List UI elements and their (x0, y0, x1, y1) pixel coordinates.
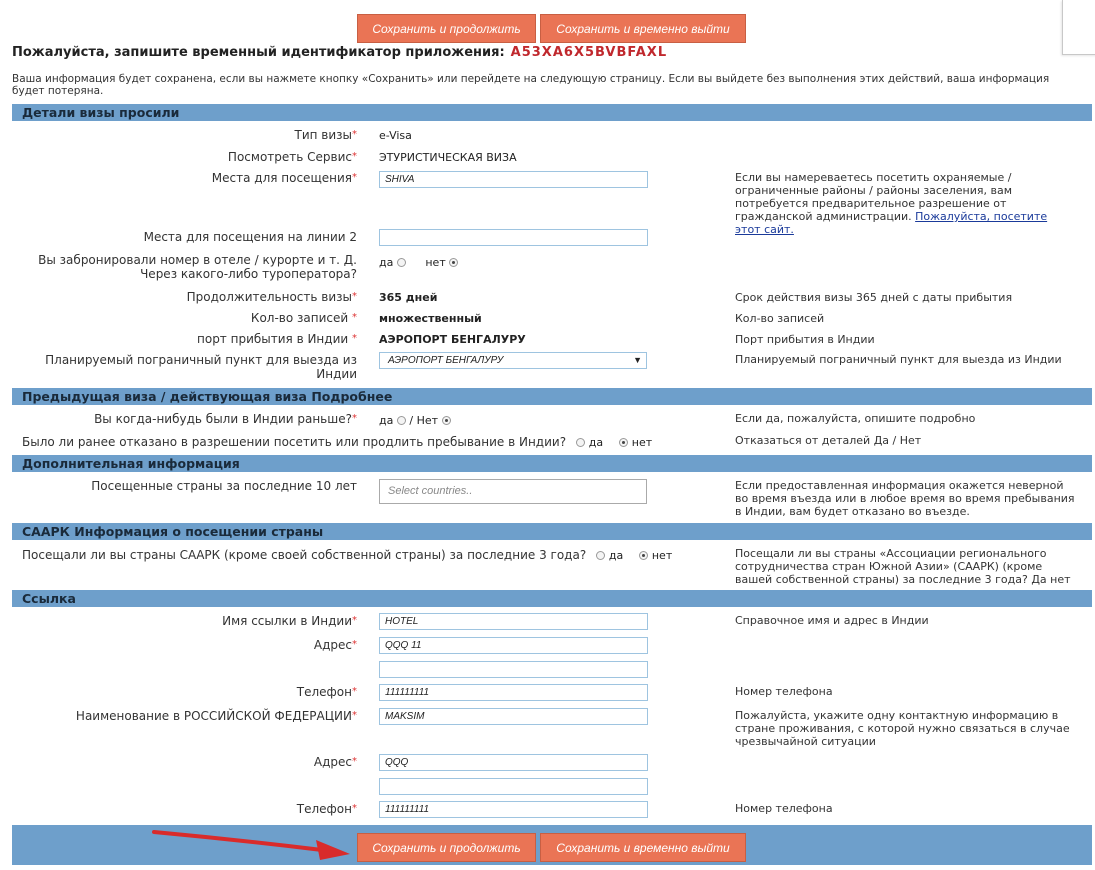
port-label: порт прибытия в Индии * (197, 332, 357, 346)
refused-yes-text: да (588, 436, 604, 449)
places2-input[interactable] (379, 229, 648, 246)
top-save-continue-button[interactable]: Сохранить и продолжить (357, 14, 536, 43)
refused-no-radio[interactable] (619, 438, 628, 447)
india-phone-help: Номер телефона (735, 685, 833, 698)
refused-help: Отказаться от деталей Да / Нет (735, 434, 922, 447)
bottom-save-exit-button[interactable]: Сохранить и временно выйти (540, 833, 746, 862)
india-address2-input[interactable] (379, 661, 648, 678)
visa-type-value: e-Visa (379, 129, 412, 142)
india-ref-name-label: Имя ссылки в Индии* (222, 614, 357, 628)
port-help: Порт прибытия в Индии (735, 333, 875, 346)
india-phone-label: Телефон* (296, 685, 357, 699)
been-india-help: Если да, пожалуйста, опишите подробно (735, 412, 976, 425)
places2-label: Места для посещения на линии 2 (143, 230, 357, 244)
section-visa-details: Детали визы просили (12, 104, 1092, 121)
section-reference: Ссылка (12, 590, 1092, 607)
places-help-link[interactable]: Пожалуйста, посетите этот сайт. (735, 210, 1048, 236)
rf-phone-help: Номер телефона (735, 802, 833, 815)
saarc-no-text: нет (651, 549, 673, 562)
hotel-yes-radio[interactable] (397, 258, 406, 267)
temp-id-label: Пожалуйста, запишите временный идентификатор приложения: (12, 45, 505, 60)
saarc-no-radio[interactable] (639, 551, 648, 560)
top-save-exit-button[interactable]: Сохранить и временно выйти (540, 14, 746, 43)
india-address-input[interactable]: QQQ 11 (379, 637, 648, 654)
exit-point-select[interactable] (379, 352, 647, 369)
corner-panel (1062, 0, 1095, 55)
exit-point-help: Планируемый пограничный пункт для выезда из Индии (735, 353, 1062, 366)
places-help: Если вы намереваетесь посетить охраняемые / ограниченные районы / районы заселения, вам потребуется предварительное разрешение от гражданской администрации. Пожалуйста, посетите этот сайт. (735, 171, 1048, 236)
dropdown-arrow-icon: ▼ (633, 355, 642, 365)
been-no-radio[interactable] (442, 416, 451, 425)
entries-help: Кол-во записей (735, 312, 825, 325)
places-input[interactable]: SHIVA (379, 171, 648, 188)
section-previous-visa: Предыдущая виза / действующая виза Подробнее (12, 388, 1092, 405)
india-ref-name-help: Справочное имя и адрес в Индии (735, 614, 929, 627)
service-value: ЭТУРИСТИЧЕСКАЯ ВИЗА (379, 151, 517, 164)
port-value: АЭРОПОРТ БЕНГАЛУРУ (379, 333, 526, 346)
india-address-label: Адрес* (313, 638, 357, 652)
saarc-yes-radio[interactable] (596, 551, 605, 560)
refused-label: Было ли ранее отказано в разрешении посетить или продлить пребывание в Индии? (22, 435, 567, 449)
save-info-text: Ваша информация будет сохранена, если вы нажмете кнопку «Сохранить» или перейдете на следующую страницу. Если вы выйдете без выполнения этих действий, ваша информация будет потеряна. (12, 73, 1050, 97)
saarc-label: Посещали ли вы страны СААРК (кроме своей собственной страны) за последние 3 года? (22, 548, 587, 562)
rf-name-input[interactable]: MAKSIM (379, 708, 648, 725)
countries-select[interactable]: Select countries.. (379, 479, 647, 504)
hotel-no-radio[interactable] (449, 258, 458, 267)
countries-label: Посещенные страны за последние 10 лет (91, 479, 357, 493)
hotel-yes-text: да (379, 256, 394, 269)
rf-address-label: Адрес* (313, 755, 357, 769)
rf-name-help: Пожалуйста, укажите одну контактную информацию в стране проживания, с которой нужно связаться в случае чрезвычайной ситуации (735, 709, 1070, 748)
countries-help: Если предоставленная информация окажется неверной во время въезда или в любое время во время пребывания в Индии, вам будет отказано во въезде. (735, 479, 1075, 518)
saarc-help: Посещали ли вы страны «Ассоциации регионального сотрудничества стран Южной Азии» (СААРК) (кроме вашей собственной страны) за последние 3 года? Да нет (735, 547, 1071, 586)
hotel-question-label: Вы забронировали номер в отеле / курорте и т. Д. Через какого-либо туроператора? (38, 253, 357, 281)
rf-phone-input[interactable]: 111111111 (379, 801, 648, 818)
places-label: Места для посещения* (211, 171, 357, 185)
hotel-radio-group (379, 256, 458, 269)
been-no-text: Нет (416, 414, 439, 427)
section-additional-info: Дополнительная информация (12, 455, 1092, 472)
exit-point-value: АЭРОПОРТ БЕНГАЛУРУ (388, 355, 504, 366)
bottom-save-continue-button[interactable]: Сохранить и продолжить (357, 833, 536, 862)
rf-phone-label: Телефон* (296, 802, 357, 816)
rf-address2-input[interactable] (379, 778, 648, 795)
refused-yes-radio[interactable] (576, 438, 585, 447)
entries-value: множественный (379, 312, 482, 325)
rf-name-label: Наименование в РОССИЙСКОЙ ФЕДЕРАЦИИ* (75, 709, 357, 723)
saarc-question (22, 548, 672, 562)
duration-label: Продолжительность визы* (186, 290, 357, 304)
been-india-radio-group: да / Нет (379, 414, 451, 427)
saarc-yes-text: да (608, 549, 624, 562)
service-label: Посмотреть Сервис* (227, 150, 357, 164)
temp-id-code: A53XA6X5BVBFAXL (510, 45, 668, 60)
refused-question (22, 435, 652, 449)
visa-type-label: Тип визы* (294, 128, 357, 142)
india-phone-input[interactable]: 111111111 (379, 684, 648, 701)
section-saarc: СААРК Информация о посещении страны (12, 523, 1092, 540)
entries-label: Кол-во записей * (250, 311, 357, 325)
hotel-no-text: нет (425, 256, 446, 269)
duration-help: Срок действия визы 365 дней с даты прибытия (735, 291, 1013, 304)
red-arrow-icon (150, 826, 360, 866)
duration-value: 365 дней (379, 291, 438, 304)
india-ref-name-input[interactable]: HOTEL (379, 613, 648, 630)
exit-point-label: Планируемый пограничный пункт для выезда из Индии (45, 353, 357, 381)
rf-address-input[interactable]: QQQ (379, 754, 648, 771)
been-yes-radio[interactable] (397, 416, 406, 425)
been-india-label: Вы когда-нибудь были в Индии раньше?* (94, 412, 357, 426)
been-yes-text: да (379, 414, 394, 427)
refused-no-text: нет (631, 436, 653, 449)
temp-id-notice (12, 45, 667, 60)
